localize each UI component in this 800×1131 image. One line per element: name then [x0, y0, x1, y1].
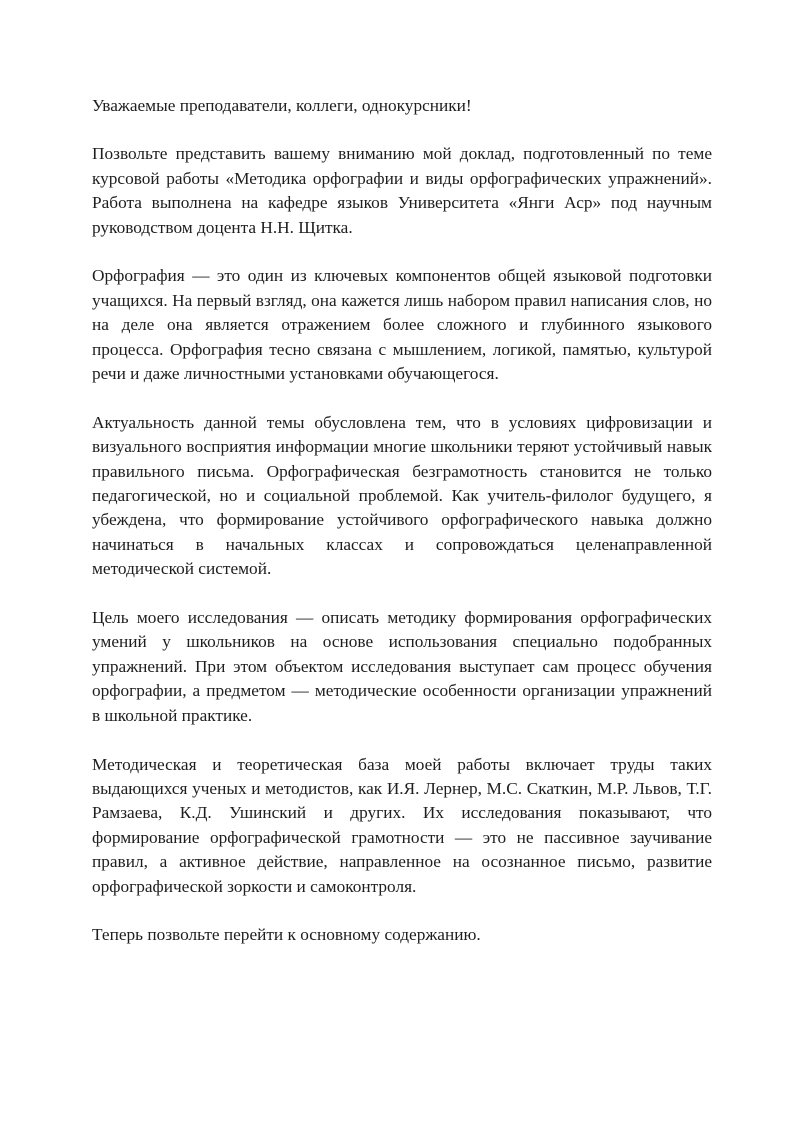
paragraph-theoretical-base: Методическая и теоретическая база моей работы включает труды таких выдающихся ученых и методистов, как И.Я. Лернер, М.С. Скаткин, М.Р. Львов, Т.Г. Рамзаева, К.Д. Ушинский и других. Их исследования показывают, что формирование орфографической грамотности — это не пассивное заучивание правил, а активное действие, направленное на осознанное письмо, развитие орфографической зоркости и самоконтроля. [92, 754, 712, 896]
paragraph-introduction: Позвольте представить вашему вниманию мой доклад, подготовленный по теме курсовой работы «Методика орфографии и виды орфографических упражнений». Работа выполнена на кафедре языков Университета «Янги Аср» под научным руководством доцента Н.Н. Щитка. [92, 144, 712, 237]
paragraph-transition: Теперь позвольте перейти к основному содержанию. [92, 925, 481, 945]
paragraph-relevance: Актуальность данной темы обусловлена тем, что в условиях цифровизации и визуального восприятия информации многие школьники теряют устойчивый навык правильного письма. Орфографическая безграмотность становится не только педагогической, но и социальной проблемой. Как учитель-филолог будущего, я убеждена, что формирование устойчивого орфографического навыка должно начинаться в начальных классах и сопровождаться целенаправленной методической системой. [92, 412, 712, 579]
greeting-line: Уважаемые преподаватели, коллеги, однокурсники! [92, 96, 472, 115]
paragraph-research-goal: Цель моего исследования — описать методику формирования орфографических умений у школьников на основе использования специально подобранных упражнений. При этом объектом исследования выступает сам процесс обучения орфографии, а предметом — методические особенности организации упражнений в школьной практике. [92, 608, 712, 725]
document-page [92, 94, 712, 948]
paragraph-orthography-definition: Орфография — это один из ключевых компонентов общей языковой подготовки учащихся. На первый взгляд, она кажется лишь набором правил написания слов, но на деле она является отражением более сложного и глубинного языкового процесса. Орфография тесно связана с мышлением, логикой, памятью, культурой речи и даже личностными установками обучающегося. [92, 266, 712, 384]
